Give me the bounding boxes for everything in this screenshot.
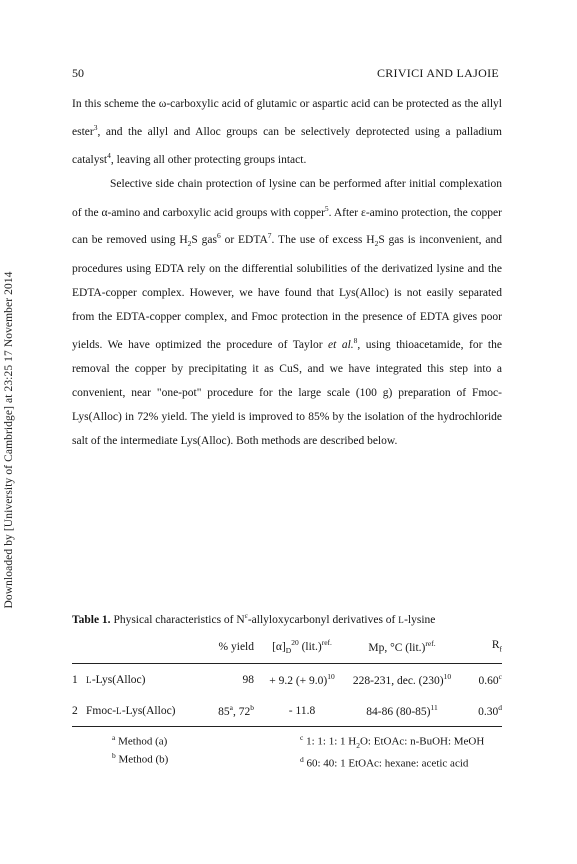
header-rf: $R_f$ <box>491 639 502 654</box>
download-watermark-text: Downloaded by [University of Cambridge] at 23:25 17 November 2014 <box>3 271 15 609</box>
body-text <box>72 92 502 453</box>
header-yield: % yield <box>218 640 254 653</box>
header-rotation: $[\alpha]_D^{20}$ $(lit.)^{ref.}$ <box>272 638 332 656</box>
header-melting-point: Mp, °C $(lit.)^{ref.}$ <box>368 639 436 654</box>
footnote-b: $^b$ Method (b) <box>112 750 169 766</box>
table-header-row <box>72 638 502 664</box>
download-watermark <box>2 240 16 640</box>
footnote-d: $^d$ 60: 40: 1 EtOAc: hexane: acetic acid <box>300 754 469 770</box>
table-row: 2 Fmoc-L-Lys(Alloc) 85$^a$, 72$^b$ - 11.8 84-86 $(80-85)^{11}$ 0.30$^d$ <box>72 695 502 727</box>
paragraph-2: Selective side chain protection of lysine can be performed after initial complexation of the α-amino and carboxylic acid groups with copper$^5$. After ε-amino protection, the copper can be removed using $H_2S$ gas$^6$ or EDTA$^7$. The use of excess $H_2S$ gas is inconvenient, and procedures using EDTA rely on the differential solubilities of the derivatized lysine and the EDTA-copper complex. However, we have found that Lys(Alloc) is not easily separated from the EDTA-copper complex, and Fmoc protection in the presence of EDTA gives poor yields. We have optimized the procedure of Taylor et al.$^8$, using thioacetamide, for the removal the copper by precipitating it as CuS, and we have integrated this step into a convenient, near "one-pot" procedure for the large scale (100 g) preparation of Fmoc-Lys(Alloc) in 72% yield. The yield is improved to 85% by the isolation of the hydrochloride salt of the intermediate Lys(Alloc). Both methods are described below. <box>72 178 502 448</box>
running-head: CRIVICI AND LAJOIE <box>376 66 499 80</box>
table-footnotes-right <box>300 731 484 771</box>
page-number: 50 <box>72 66 84 80</box>
paragraph-1: In this scheme the ω-carboxylic acid of glutamic or aspartic acid can be protected as the allyl ester$^3$, and the allyl and Alloc groups can be selectively deprotected using a palladium catalyst$^4$, leaving all other protecting groups intact. <box>72 98 502 166</box>
table-caption: Table 1. Physical characteristics of $N^\varepsilon$-allyloxycarbonyl derivatives of L-lysine <box>72 611 436 626</box>
footnote-a: $^a$ Method (a) <box>112 733 168 748</box>
properties-table <box>72 638 502 727</box>
footnote-c: $^c$ 1: 1: 1: 1 $H_2O$: EtOAc: n-BuOH: MeOH <box>300 733 485 750</box>
table-footnotes-left <box>112 731 168 766</box>
table-row: 1 L-Lys(Alloc) 98 + 9.2 (+ 9.0)$^{10}$ 228-231, dec. $(230)^{10}$ 0.60$^c$ <box>72 672 502 688</box>
